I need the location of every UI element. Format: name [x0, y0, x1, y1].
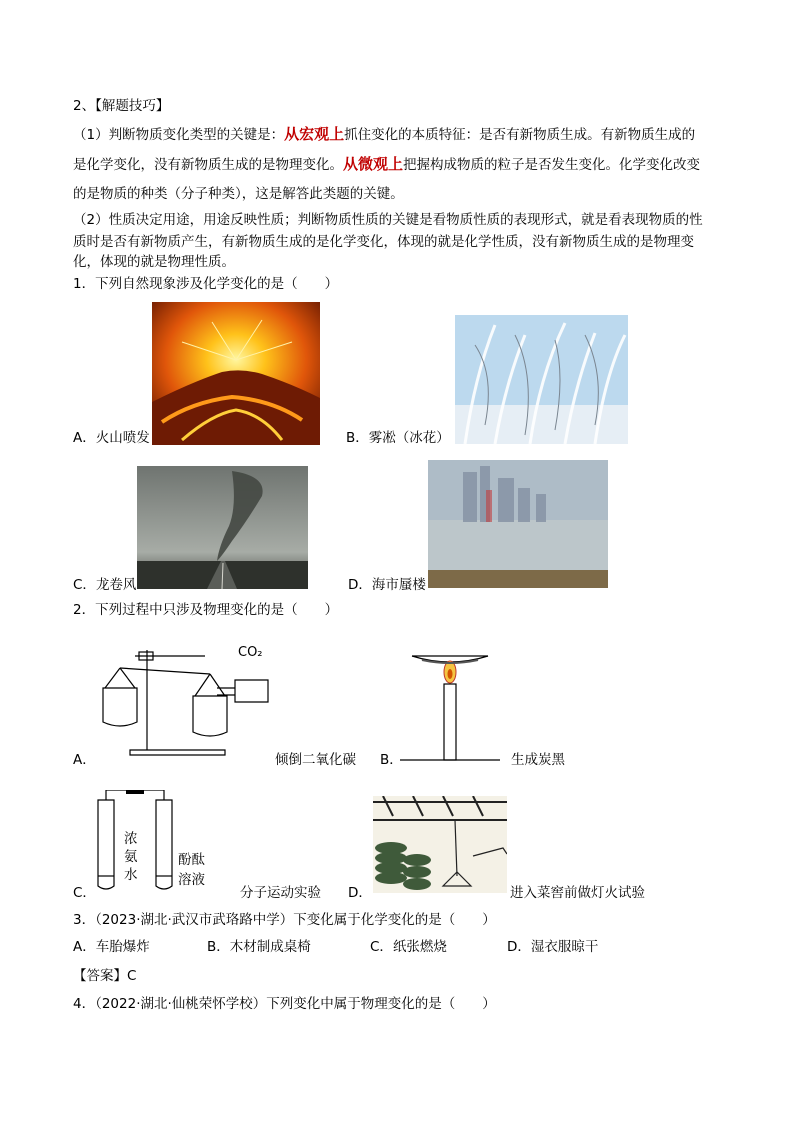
- q1-option-a-label: 火山喷发: [95, 430, 150, 446]
- q2-option-b-label: 生成炭黑: [511, 752, 565, 768]
- ammonia-char-3: 水: [124, 867, 138, 883]
- q1-option-d-letter: D．: [348, 577, 372, 593]
- cellar-candle-image: [373, 796, 507, 893]
- q2-option-d[interactable]: [348, 884, 372, 902]
- volcano-image: [152, 302, 320, 445]
- p1-line2: [73, 154, 700, 175]
- q3-option-d-label: 湿衣服晾干: [530, 939, 599, 955]
- co2-label: CO₂: [238, 645, 263, 660]
- q3-option-c-label: 纸张燃烧: [392, 939, 447, 955]
- q2-stem: 2．下列过程中只涉及物理变化的是（ ）: [73, 602, 339, 618]
- tornado-image: [137, 466, 308, 589]
- mirage-image: [428, 460, 608, 588]
- candle-soot-diagram: [400, 650, 500, 765]
- q1-stem: 1．下列自然现象涉及化学变化的是（ ）: [73, 276, 339, 292]
- q1-option-a[interactable]: [73, 429, 150, 447]
- q1-option-c-label: 龙卷风: [95, 577, 137, 593]
- q2-option-d-letter: D．: [348, 885, 372, 901]
- section-heading: 2、【解题技巧】: [73, 98, 170, 114]
- q3-option-c[interactable]: [370, 938, 447, 956]
- q3-option-a[interactable]: [73, 938, 150, 956]
- phenol-line-2: 溶液: [178, 872, 205, 888]
- p1-text-b: 抓住变化的本质特征：是否有新物质生成。有新物质生成的: [344, 127, 696, 143]
- p1-text-c: 是化学变化，没有新物质生成的是物理变化。: [73, 157, 343, 173]
- phenol-line-1: 酚酞: [178, 852, 205, 868]
- phenolphthalein-label: [178, 850, 205, 890]
- p2-line1: （2）性质决定用途，用途反映性质；判断物质性质的关键是看物质性质的表现形式，就是看表现物质的性: [73, 212, 703, 228]
- q3-option-c-letter: C．: [370, 939, 393, 955]
- q2-option-a-label: 倾倒二氧化碳: [275, 752, 356, 768]
- q1-option-d-label: 海市蜃楼: [371, 577, 426, 593]
- q1-option-b[interactable]: [346, 429, 450, 447]
- q1-option-c-letter: C．: [73, 577, 96, 593]
- micro-highlight: 从微观上: [343, 155, 404, 173]
- p1-line3: 的是物质的种类（分子种类），这是解答此类题的关键。: [73, 186, 404, 202]
- q3-answer: [73, 966, 136, 986]
- p1-text-a: （1）判断物质变化类型的关键是：: [73, 127, 285, 143]
- rime-image: [455, 315, 628, 444]
- answer-value: C: [127, 968, 137, 984]
- p2-line2: 质时是否有新物质产生，有新物质生成的是化学变化，体现的就是化学性质，没有新物质生成的是物理变: [73, 234, 694, 250]
- macro-highlight: 从宏观上: [284, 125, 345, 143]
- q1-option-b-label: 雾凇（冰花）: [368, 430, 450, 446]
- ammonia-label: [124, 830, 138, 884]
- q3-option-b[interactable]: [207, 938, 311, 956]
- q1-option-c[interactable]: [73, 576, 136, 594]
- q3-stem: 3．（2023·湖北·武汉市武珞路中学）下变化属于化学变化的是（ ）: [73, 912, 496, 928]
- q3-option-a-label: 车胎爆炸: [95, 939, 150, 955]
- q3-option-b-letter: B．: [207, 939, 230, 955]
- q2-option-c-label: 分子运动实验: [240, 885, 321, 901]
- q3-option-a-letter: A．: [73, 939, 96, 955]
- q4-stem: 4．（2022·湖北·仙桃荣怀学校）下列变化中属于物理变化的是（ ）: [73, 996, 496, 1012]
- q1-option-b-letter: B．: [346, 430, 369, 446]
- q2-option-b[interactable]: [380, 751, 403, 769]
- q1-option-d[interactable]: [348, 576, 426, 594]
- p1-line1: [73, 124, 695, 145]
- ammonia-char-2: 氨: [124, 849, 138, 865]
- p2-line3: 化，体现的就是物理性质。: [73, 254, 235, 270]
- q3-option-b-label: 木材制成桌椅: [229, 939, 311, 955]
- q3-option-d[interactable]: [507, 938, 598, 956]
- q2-option-a-letter: A．: [73, 752, 96, 768]
- q2-option-a[interactable]: [73, 751, 96, 769]
- q3-option-d-letter: D．: [507, 939, 531, 955]
- p1-text-d: 把握构成物质的粒子是否发生变化。化学变化改变: [403, 157, 701, 173]
- q2-option-b-letter: B．: [380, 752, 403, 768]
- q2-option-c[interactable]: [73, 884, 96, 902]
- q1-option-a-letter: A．: [73, 430, 96, 446]
- q2-option-c-letter: C．: [73, 885, 96, 901]
- q2-option-d-label: 进入菜窖前做灯火试验: [510, 885, 645, 901]
- answer-label: 【答案】: [73, 968, 127, 984]
- ammonia-char-1: 浓: [124, 831, 138, 847]
